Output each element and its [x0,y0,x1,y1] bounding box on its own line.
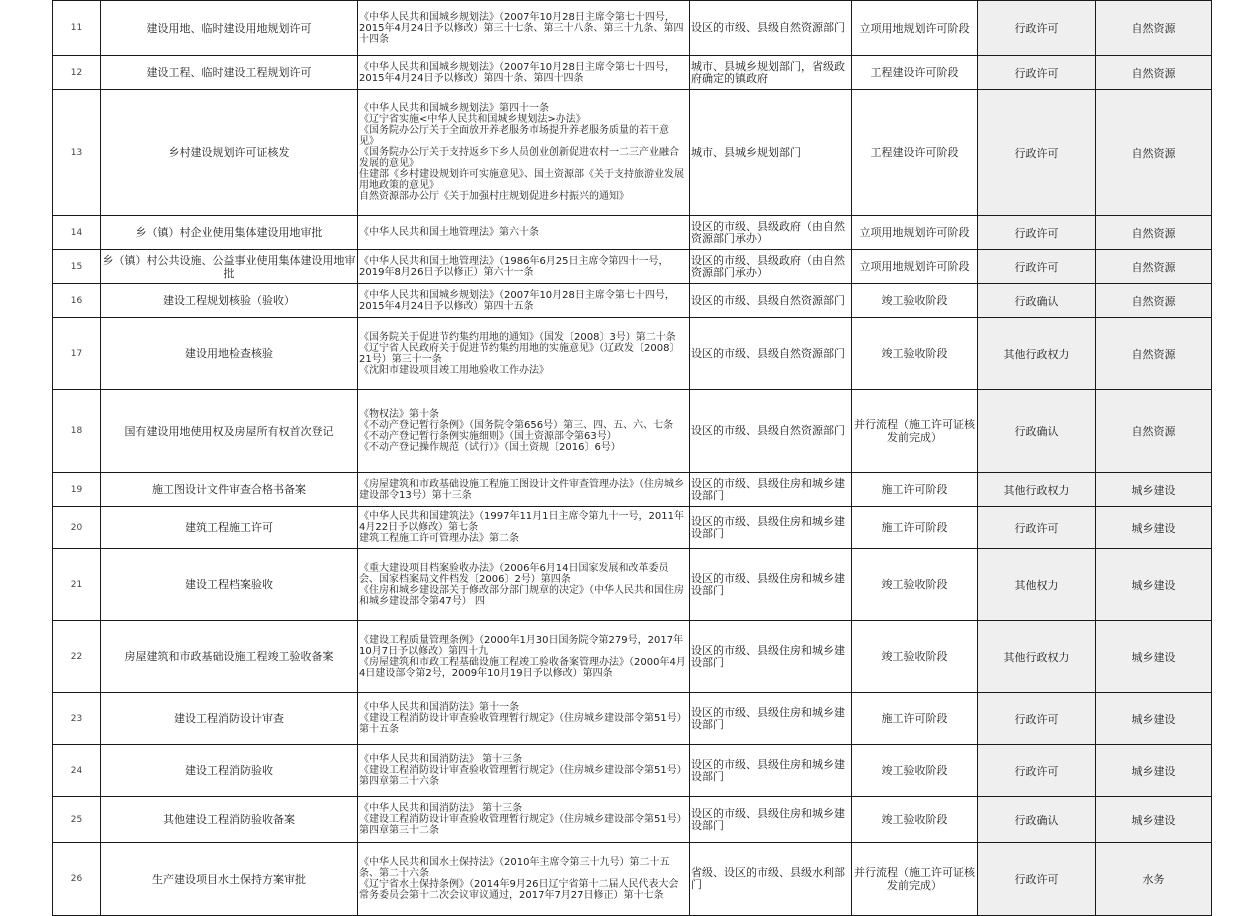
legal-basis-cell: 《中华人民共和国土地管理法》（1986年6月25日主席令第四十一号，2019年8月26日予以修正）第六十一条 [358,250,690,284]
stage-cell: 竣工验收阶段 [852,797,978,843]
domain-cell: 城乡建设 [1096,549,1212,621]
table-row [53,473,1212,507]
power-type-cell: 行政许可 [978,843,1096,916]
department-cell: 设区的市级、县级自然资源部门 [690,390,852,473]
department-cell: 省级、设区的市级、县级水利部门 [690,843,852,916]
power-type-cell: 行政许可 [978,56,1096,90]
power-type-cell: 其他行政权力 [978,621,1096,693]
row-number-cell: 22 [53,621,101,693]
domain-cell: 城乡建设 [1096,745,1212,797]
domain-cell: 自然资源 [1096,250,1212,284]
power-type-cell: 行政许可 [978,216,1096,250]
item-name-cell: 乡（镇）村企业使用集体建设用地审批 [101,216,358,250]
row-number-cell: 23 [53,693,101,745]
legal-basis-cell: 《房屋建筑和市政基础设施工程施工图设计文件审查管理办法》（住房城乡建设部令13号）第十三条 [358,473,690,507]
power-type-cell: 行政许可 [978,250,1096,284]
power-type-cell: 行政许可 [978,693,1096,745]
legal-basis-cell: 《中华人民共和国城乡规划法》第四十一条 《辽宁省实施<中华人民共和国城乡规划法>办法》 《国务院办公厅关于全面放开养老服务市场提升养老服务质量的若干意见》 《国务院办公厅关于支持返乡下乡人员创业创新促进农村一二三产业融合发展的意见》 住建部《乡村建设规划许可实施意见》、国土资源部《关于支持旅游业发展用地政策的意见》 自然资源部办公厅《关于加强村庄规划促进乡村振兴的通知》 [358,90,690,216]
legal-basis-cell: 《建设工程质量管理条例》（2000年1月30日国务院令第279号，2017年10月7日予以修改）第四十九 《房屋建筑和市政工程基础设施工程竣工验收备案管理办法》（2000年4月4日建设部令第2号，2009年10月19日予以修改）第四条 [358,621,690,693]
row-number-cell: 17 [53,318,101,390]
domain-cell: 城乡建设 [1096,507,1212,549]
legal-basis-cell: 《中华人民共和国城乡规划法》（2007年10月28日主席令第七十四号，2015年4月24日予以修改）第四十五条 [358,284,690,318]
table-row [53,621,1212,693]
table-row [53,693,1212,745]
stage-cell: 立项用地规划许可阶段 [852,250,978,284]
stage-cell: 竣工验收阶段 [852,549,978,621]
legal-basis-cell: 《中华人民共和国消防法》 第十三条 《建设工程消防设计审查验收管理暂行规定》（住房城乡建设部令第51号）第四章第二十六条 [358,745,690,797]
row-number-cell: 25 [53,797,101,843]
power-type-cell: 行政确认 [978,390,1096,473]
item-name-cell: 生产建设项目水土保持方案审批 [101,843,358,916]
power-type-cell: 行政许可 [978,90,1096,216]
legal-basis-cell: 《中华人民共和国土地管理法》第六十条 [358,216,690,250]
stage-cell: 施工许可阶段 [852,507,978,549]
item-name-cell: 乡村建设规划许可证核发 [101,90,358,216]
domain-cell: 自然资源 [1096,284,1212,318]
item-name-cell: 建设工程、临时建设工程规划许可 [101,56,358,90]
table-row [53,507,1212,549]
stage-cell: 竣工验收阶段 [852,318,978,390]
domain-cell: 城乡建设 [1096,797,1212,843]
stage-cell: 立项用地规划许可阶段 [852,216,978,250]
stage-cell: 工程建设许可阶段 [852,56,978,90]
department-cell: 设区的市级、县级住房和城乡建设部门 [690,693,852,745]
approval-items-table [52,0,1212,916]
table-row [53,1,1212,56]
stage-cell: 工程建设许可阶段 [852,90,978,216]
department-cell: 城市、县城乡规划部门 [690,90,852,216]
legal-basis-cell: 《中华人民共和国城乡规划法》（2007年10月28日主席令第七十四号，2015年4月24日予以修改）第三十七条、第三十八条、第三十九条、第四十四条 [358,1,690,56]
row-number-cell: 20 [53,507,101,549]
item-name-cell: 施工图设计文件审查合格书备案 [101,473,358,507]
domain-cell: 城乡建设 [1096,621,1212,693]
table-row [53,390,1212,473]
power-type-cell: 行政许可 [978,1,1096,56]
row-number-cell: 18 [53,390,101,473]
domain-cell: 自然资源 [1096,90,1212,216]
power-type-cell: 其他行政权力 [978,473,1096,507]
department-cell: 设区的市级、县级自然资源部门 [690,318,852,390]
power-type-cell: 行政确认 [978,797,1096,843]
power-type-cell: 其他行政权力 [978,318,1096,390]
legal-basis-cell: 《物权法》第十条 《不动产登记暂行条例》（国务院令第656号）第三、四、五、六、七条 《不动产登记暂行条例实施细则》（国土资源部令第63号） 《不动产登记操作规范（试行）》（国土资规〔2016〕6号） [358,390,690,473]
stage-cell: 并行流程（施工许可证核发前完成） [852,390,978,473]
table-row [53,56,1212,90]
stage-cell: 竣工验收阶段 [852,745,978,797]
department-cell: 设区的市级、县级政府（由自然资源部门承办） [690,250,852,284]
table-row [53,90,1212,216]
table-row [53,745,1212,797]
domain-cell: 自然资源 [1096,1,1212,56]
table-body [53,1,1212,916]
table-row [53,549,1212,621]
row-number-cell: 12 [53,56,101,90]
row-number-cell: 26 [53,843,101,916]
domain-cell: 城乡建设 [1096,473,1212,507]
row-number-cell: 15 [53,250,101,284]
power-type-cell: 其他权力 [978,549,1096,621]
stage-cell: 施工许可阶段 [852,693,978,745]
domain-cell: 自然资源 [1096,56,1212,90]
row-number-cell: 11 [53,1,101,56]
row-number-cell: 16 [53,284,101,318]
domain-cell: 自然资源 [1096,390,1212,473]
item-name-cell: 建设用地检查核验 [101,318,358,390]
department-cell: 设区的市级、县级住房和城乡建设部门 [690,507,852,549]
legal-basis-cell: 《中华人民共和国建筑法》（1997年11月1日主席令第九十一号，2011年4月22日予以修改）第七条 建筑工程施工许可管理办法》第二条 [358,507,690,549]
table-row [53,797,1212,843]
power-type-cell: 行政许可 [978,507,1096,549]
item-name-cell: 建设工程规划核验（验收） [101,284,358,318]
power-type-cell: 行政确认 [978,284,1096,318]
department-cell: 设区的市级、县级住房和城乡建设部门 [690,745,852,797]
table-row [53,843,1212,916]
stage-cell: 竣工验收阶段 [852,621,978,693]
legal-basis-cell: 《中华人民共和国消防法》 第十三条 《建设工程消防设计审查验收管理暂行规定》（住房城乡建设部令第51号）第四章第三十二条 [358,797,690,843]
table-row [53,284,1212,318]
item-name-cell: 国有建设用地使用权及房屋所有权首次登记 [101,390,358,473]
legal-basis-cell: 《中华人民共和国消防法》第十一条 《建设工程消防设计审查验收管理暂行规定》（住房城乡建设部令第51号）第十五条 [358,693,690,745]
item-name-cell: 建设用地、临时建设用地规划许可 [101,1,358,56]
item-name-cell: 建筑工程施工许可 [101,507,358,549]
table-row [53,318,1212,390]
row-number-cell: 21 [53,549,101,621]
legal-basis-cell: 《重大建设项目档案验收办法》（2006年6月14日国家发展和改革委员会、国家档案局文件档发〔2006〕2号）第四条 《住房和城乡建设部关于修改部分部门规章的决定》（中华人民共和国住房和城乡建设部令第47号） 四 [358,549,690,621]
department-cell: 设区的市级、县级政府（由自然资源部门承办） [690,216,852,250]
department-cell: 设区的市级、县级住房和城乡建设部门 [690,549,852,621]
item-name-cell: 建设工程消防设计审查 [101,693,358,745]
item-name-cell: 建设工程档案验收 [101,549,358,621]
row-number-cell: 19 [53,473,101,507]
stage-cell: 并行流程（施工许可证核发前完成） [852,843,978,916]
row-number-cell: 13 [53,90,101,216]
power-type-cell: 行政许可 [978,745,1096,797]
stage-cell: 施工许可阶段 [852,473,978,507]
domain-cell: 自然资源 [1096,216,1212,250]
department-cell: 设区的市级、县级住房和城乡建设部门 [690,473,852,507]
item-name-cell: 其他建设工程消防验收备案 [101,797,358,843]
department-cell: 城市、县城乡规划部门，省级政府确定的镇政府 [690,56,852,90]
domain-cell: 水务 [1096,843,1212,916]
row-number-cell: 14 [53,216,101,250]
row-number-cell: 24 [53,745,101,797]
legal-basis-cell: 《中华人民共和国城乡规划法》（2007年10月28日主席令第七十四号，2015年4月24日予以修改）第四十条、第四十四条 [358,56,690,90]
department-cell: 设区的市级、县级自然资源部门 [690,284,852,318]
legal-basis-cell: 《中华人民共和国水土保持法》（2010年主席令第三十九号）第二十五条、第二十六条 《辽宁省水土保持条例》（2014年9月26日辽宁省第十二届人民代表大会常务委员会第十二次会议审议通过，2017年7月27日修正）第十七条 [358,843,690,916]
domain-cell: 自然资源 [1096,318,1212,390]
stage-cell: 竣工验收阶段 [852,284,978,318]
item-name-cell: 乡（镇）村公共设施、公益事业使用集体建设用地审批 [101,250,358,284]
department-cell: 设区的市级、县级住房和城乡建设部门 [690,621,852,693]
item-name-cell: 房屋建筑和市政基础设施工程竣工验收备案 [101,621,358,693]
department-cell: 设区的市级、县级自然资源部门 [690,1,852,56]
stage-cell: 立项用地规划许可阶段 [852,1,978,56]
table-row [53,216,1212,250]
table-row [53,250,1212,284]
item-name-cell: 建设工程消防验收 [101,745,358,797]
domain-cell: 城乡建设 [1096,693,1212,745]
legal-basis-cell: 《国务院关于促进节约集约用地的通知》（国发〔2008〕3号）第二十条 《辽宁省人民政府关于促进节约集约用地的实施意见》（辽政发〔2008〕21号）第三十一条 《沈阳市建设项目竣工用地验收工作办法》 [358,318,690,390]
department-cell: 设区的市级、县级住房和城乡建设部门 [690,797,852,843]
